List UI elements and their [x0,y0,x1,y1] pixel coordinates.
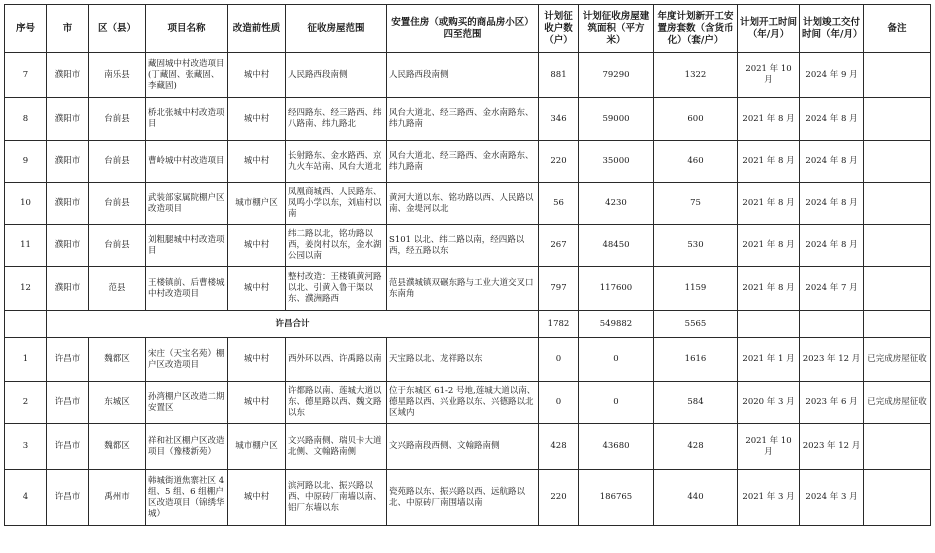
cell-area: 48450 [579,225,654,267]
header-row [5,5,931,53]
header-cell: 计划开工时间（年/月） [738,5,800,53]
cell-note [864,225,931,267]
subtotal-units: 5565 [654,311,738,338]
cell-finish: 2024 年 8 月 [800,225,864,267]
cell-resettle: 瓷苑路以东、振兴路以西、远航路以北、中原砖厂南围墙以南 [387,470,539,526]
cell-start: 2021 年 8 月 [738,141,800,183]
cell-nature: 城市棚户区 [228,183,286,225]
subtotal-empty [738,311,800,338]
cell-city: 濮阳市 [47,53,89,98]
cell-resettle: 范县濮城镇双碾东路与工业大道交叉口东南角 [387,267,539,311]
cell-note [864,470,931,526]
cell-scope: 经四路东、经三路西、纬八路南、纬九路北 [286,98,387,141]
cell-county: 东城区 [89,382,146,424]
cell-finish: 2024 年 8 月 [800,98,864,141]
cell-households: 220 [539,470,579,526]
cell-households: 428 [539,424,579,470]
cell-scope: 许都路以南、莲城大道以东、德星路以西、魏文路以东 [286,382,387,424]
cell-households: 56 [539,183,579,225]
table-row [5,338,931,382]
table-row [5,183,931,225]
cell-city: 许昌市 [47,470,89,526]
cell-nature: 城中村 [228,225,286,267]
cell-finish: 2024 年 8 月 [800,183,864,225]
cell-households: 346 [539,98,579,141]
cell-project: 祥和社区棚户区改造项目（豫楼新苑） [146,424,228,470]
header-cell: 序号 [5,5,47,53]
cell-scope: 人民路西段南侧 [286,53,387,98]
cell-county: 台前县 [89,98,146,141]
cell-no: 9 [5,141,47,183]
header-cell: 备注 [864,5,931,53]
table-row [5,53,931,98]
cell-nature: 城中村 [228,470,286,526]
cell-city: 濮阳市 [47,267,89,311]
cell-county: 台前县 [89,225,146,267]
cell-county: 台前县 [89,141,146,183]
cell-start: 2021 年 8 月 [738,225,800,267]
cell-no: 11 [5,225,47,267]
cell-finish: 2024 年 7 月 [800,267,864,311]
cell-note: 已完成房屋征收 [864,382,931,424]
cell-scope: 凤凰商城西、人民路东、凤鸣小学以东，刘庙村以南 [286,183,387,225]
cell-project: 宋庄（天宝名苑）棚户区改造项目 [146,338,228,382]
cell-no: 3 [5,424,47,470]
table-row [5,98,931,141]
subtotal-row [5,311,931,338]
project-table [4,4,931,526]
cell-finish: 2024 年 3 月 [800,470,864,526]
cell-households: 220 [539,141,579,183]
cell-note [864,183,931,225]
header-cell: 计划征收户数（户） [539,5,579,53]
cell-units: 1616 [654,338,738,382]
cell-county: 台前县 [89,183,146,225]
spreadsheet-page [4,4,931,526]
cell-no: 2 [5,382,47,424]
header-cell: 计划征收房屋建筑面积（平方米） [579,5,654,53]
cell-scope: 整村改造：王楼镇黄河路以北、引黄入鲁干渠以东、濮洲路西 [286,267,387,311]
cell-scope: 纬二路以北，铭功路以西，姜岗村以东，金水湖公园以南 [286,225,387,267]
cell-city: 濮阳市 [47,225,89,267]
cell-note [864,424,931,470]
header-cell: 征收房屋范围 [286,5,387,53]
cell-households: 797 [539,267,579,311]
cell-project: 刘粗腿城中村改造项目 [146,225,228,267]
header-cell: 市 [47,5,89,53]
cell-households: 267 [539,225,579,267]
cell-county: 范县 [89,267,146,311]
cell-resettle: 风台大道北、经三路西、金水南路东、纬九路南 [387,141,539,183]
cell-area: 59000 [579,98,654,141]
cell-no: 10 [5,183,47,225]
cell-scope: 长射路东、金水路西、京九火车站南、风台大道北 [286,141,387,183]
cell-resettle: 黄河大道以东、铭功路以西、人民路以南、金堤河以北 [387,183,539,225]
cell-units: 460 [654,141,738,183]
subtotal-households: 1782 [539,311,579,338]
cell-finish: 2023 年 12 月 [800,338,864,382]
cell-scope: 文兴路南侧、瑞贝卡大道北侧、文翰路南侧 [286,424,387,470]
cell-finish: 2023 年 12 月 [800,424,864,470]
cell-units: 530 [654,225,738,267]
cell-area: 186765 [579,470,654,526]
cell-nature: 城中村 [228,141,286,183]
cell-units: 600 [654,98,738,141]
cell-resettle: 人民路西段南侧 [387,53,539,98]
cell-project: 孙湾棚户区改造二期安置区 [146,382,228,424]
cell-finish: 2023 年 6 月 [800,382,864,424]
table-row [5,470,931,526]
cell-start: 2021 年 10 月 [738,53,800,98]
cell-start: 2021 年 8 月 [738,98,800,141]
cell-area: 35000 [579,141,654,183]
table-row [5,382,931,424]
cell-nature: 城中村 [228,267,286,311]
cell-scope: 滨河路以北、振兴路以西、中原砖厂南墙以南、铝厂东墙以东 [286,470,387,526]
table-row [5,141,931,183]
cell-county: 魏都区 [89,338,146,382]
subtotal-spacer [5,311,47,338]
cell-no: 8 [5,98,47,141]
cell-project: 桥北张城中村改造项目 [146,98,228,141]
cell-area: 117600 [579,267,654,311]
cell-start: 2021 年 1 月 [738,338,800,382]
subtotal-empty [800,311,864,338]
cell-finish: 2024 年 9 月 [800,53,864,98]
cell-resettle: 位于东城区 61-2 号地,莲城大道以南、德星路以西、兴业路以东、兴德路以北区域内 [387,382,539,424]
header-cell: 计划竣工交付时间（年/月） [800,5,864,53]
cell-area: 0 [579,338,654,382]
cell-start: 2021 年 3 月 [738,470,800,526]
cell-county: 禹州市 [89,470,146,526]
cell-city: 许昌市 [47,424,89,470]
cell-note [864,267,931,311]
cell-units: 584 [654,382,738,424]
subtotal-label: 许昌合计 [47,311,539,338]
cell-units: 440 [654,470,738,526]
cell-area: 0 [579,382,654,424]
cell-project: 韩城街道焦寨社区 4 组、5 组、6 组棚户区改造项目（锦绣华城） [146,470,228,526]
cell-no: 7 [5,53,47,98]
cell-city: 濮阳市 [47,98,89,141]
header-cell: 安置住房（或购买的商品房小区）四至范围 [387,5,539,53]
cell-county: 魏都区 [89,424,146,470]
table-row [5,424,931,470]
cell-units: 75 [654,183,738,225]
cell-start: 2020 年 3 月 [738,382,800,424]
cell-project: 藏固城中村改造项目(丁藏固、张藏固、李藏固) [146,53,228,98]
cell-units: 1322 [654,53,738,98]
cell-resettle: 风台大道北、经三路西、金水南路东、纬九路南 [387,98,539,141]
cell-nature: 城市棚户区 [228,424,286,470]
cell-project: 王楼镇前、后曹楼城中村改造项目 [146,267,228,311]
cell-units: 428 [654,424,738,470]
cell-households: 0 [539,338,579,382]
table-row [5,225,931,267]
cell-note [864,141,931,183]
cell-city: 濮阳市 [47,141,89,183]
cell-note: 已完成房屋征收 [864,338,931,382]
subtotal-empty [864,311,931,338]
cell-resettle: 文兴路南段西侧、文翰路南侧 [387,424,539,470]
subtotal-area: 549882 [579,311,654,338]
cell-project: 武装部家属院棚户区改造项目 [146,183,228,225]
cell-no: 4 [5,470,47,526]
cell-households: 881 [539,53,579,98]
cell-area: 43680 [579,424,654,470]
cell-no: 1 [5,338,47,382]
header-cell: 区（县） [89,5,146,53]
cell-nature: 城中村 [228,53,286,98]
cell-city: 许昌市 [47,382,89,424]
table-row [5,267,931,311]
cell-finish: 2024 年 8 月 [800,141,864,183]
header-cell: 项目名称 [146,5,228,53]
cell-project: 曹岭城中村改造项目 [146,141,228,183]
cell-note [864,53,931,98]
cell-resettle: 天宝路以北、龙祥路以东 [387,338,539,382]
cell-units: 1159 [654,267,738,311]
cell-nature: 城中村 [228,382,286,424]
cell-resettle: S101 以北、纬二路以南，经四路以西，经五路以东 [387,225,539,267]
cell-area: 79290 [579,53,654,98]
header-cell: 年度计划新开工安置房套数（含货币化）（套/户） [654,5,738,53]
cell-nature: 城中村 [228,338,286,382]
cell-nature: 城中村 [228,98,286,141]
cell-start: 2021 年 10 月 [738,424,800,470]
cell-start: 2021 年 8 月 [738,267,800,311]
cell-county: 南乐县 [89,53,146,98]
cell-city: 许昌市 [47,338,89,382]
header-cell: 改造前性质 [228,5,286,53]
cell-start: 2021 年 8 月 [738,183,800,225]
cell-note [864,98,931,141]
cell-city: 濮阳市 [47,183,89,225]
cell-area: 4230 [579,183,654,225]
cell-scope: 西外环以西、许禹路以南 [286,338,387,382]
cell-no: 12 [5,267,47,311]
cell-households: 0 [539,382,579,424]
